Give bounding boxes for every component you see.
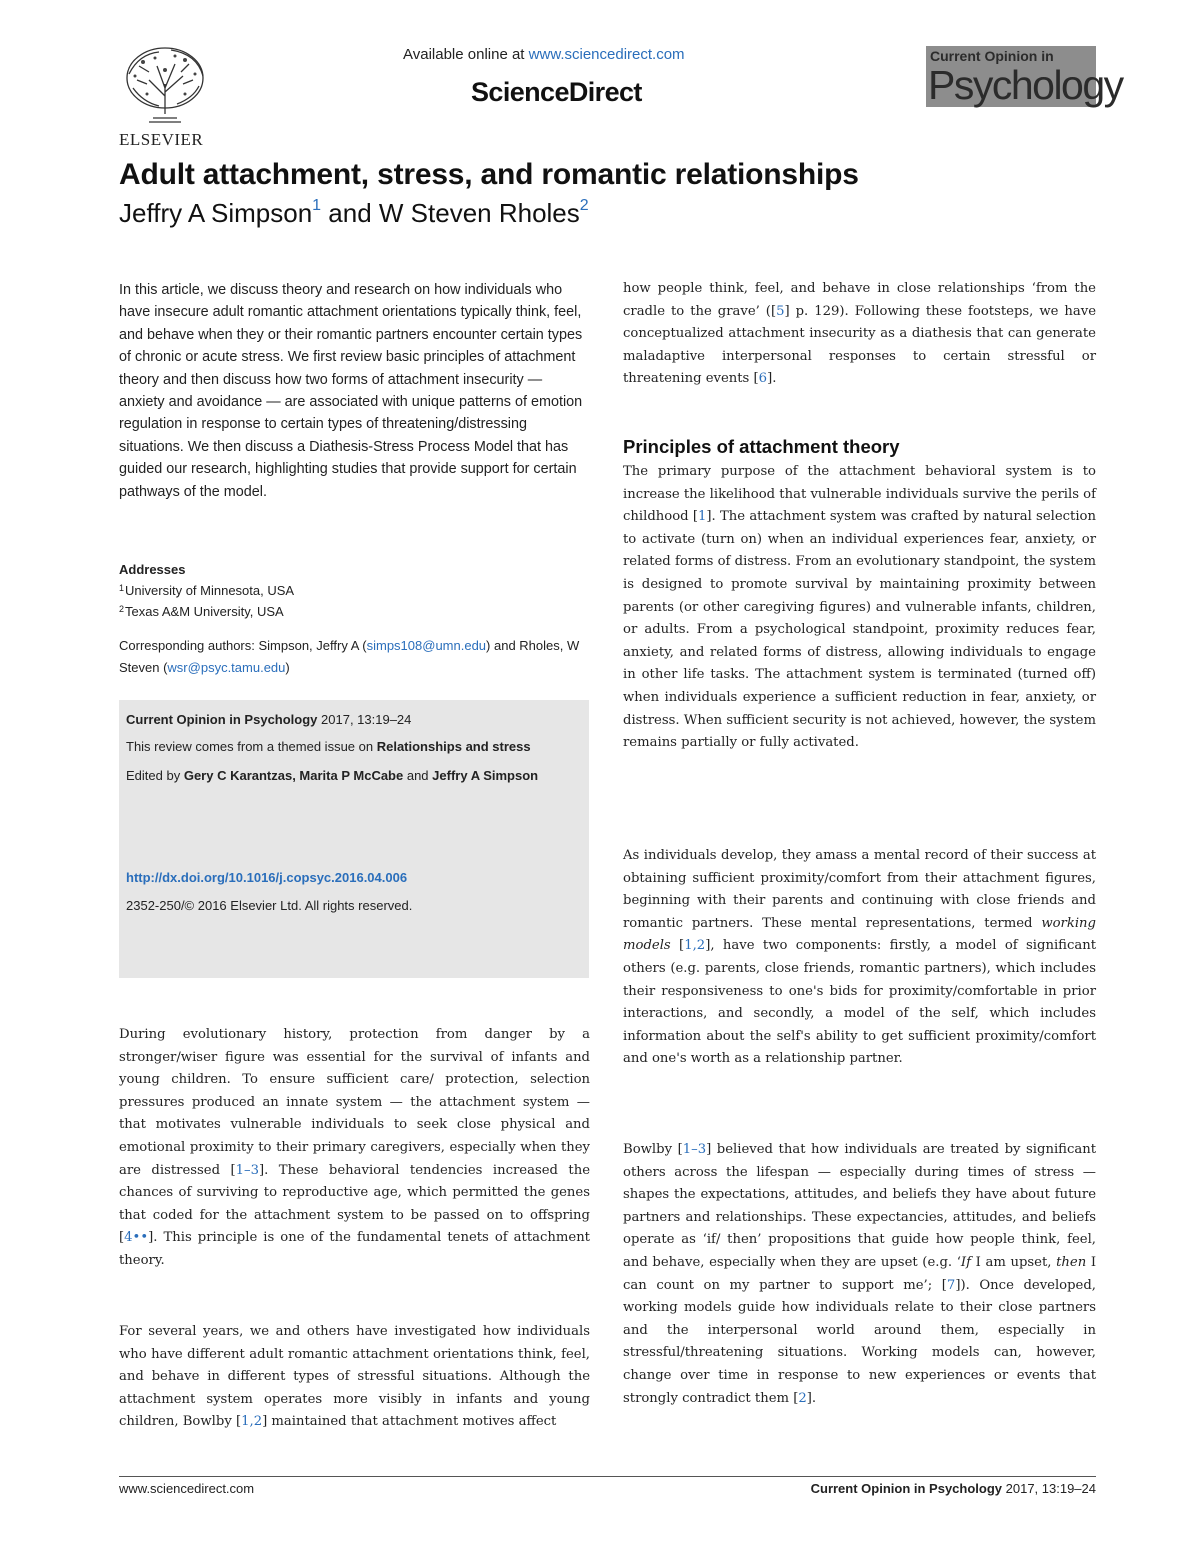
info-theme xyxy=(126,739,531,754)
sciencedirect-link[interactable]: www.sciencedirect.com xyxy=(528,46,685,63)
text-run: I am upset, xyxy=(971,1254,1057,1270)
footer-citation xyxy=(811,1481,1096,1496)
text-run: ] maintained that attachment motives affect xyxy=(262,1414,557,1430)
citation-link[interactable]: 4•• xyxy=(124,1230,149,1246)
info-theme-prefix: This review comes from a themed issue on xyxy=(126,739,377,754)
text-run: ]. xyxy=(767,371,777,387)
info-citation xyxy=(126,712,411,727)
email-link-2[interactable]: wsr@psyc.tamu.edu xyxy=(167,660,286,675)
text-run: As individuals develop, they amass a mental record of their success at obtaining sufficient proximity/comfort from their attachment figures, beginning with their parents and continuing with close friends and romantic partners. These mental representations, termed xyxy=(623,848,1096,931)
text-run: [ xyxy=(670,938,685,954)
author-2-affiliation[interactable]: 2 xyxy=(579,197,589,214)
doi-link[interactable]: http://dx.doi.org/10.1016/j.copsyc.2016.04.006 xyxy=(126,870,408,885)
text-run: ]. xyxy=(806,1390,817,1406)
address-sup: 2 xyxy=(119,604,125,614)
citation-link[interactable]: 2 xyxy=(798,1390,807,1406)
citation-link[interactable]: 1–3 xyxy=(682,1142,707,1157)
article-title: Adult attachment, stress, and romantic relationships xyxy=(119,158,859,191)
elsevier-logo xyxy=(119,44,211,148)
body-paragraph-principles xyxy=(623,461,1096,755)
text-run: The primary purpose of the attachment behavioral system is to increase the likelihood that vulnerable individuals survive the perils of childhood [ xyxy=(623,464,1096,525)
text-run: ]). Once developed, working models guide how individuals relate to their close partners and the interpersonal world around them, especially in stressful/threatening situations. Working models can, however, change over time in response to new experiences or events that strongly contradict them [ xyxy=(623,1277,1096,1406)
address-sup: 1 xyxy=(119,583,125,593)
info-editors xyxy=(126,766,576,786)
corresp-suffix: ) xyxy=(285,660,290,675)
corresponding-authors xyxy=(119,635,589,679)
info-journal: Current Opinion in Psychology xyxy=(126,712,318,727)
address-text: University of Minnesota, USA xyxy=(125,583,295,598)
abstract-text: In this article, we discuss theory and research on how individuals who have insecure adult romantic attachment orientations typically think, feel, and behave when they or their romantic partners encounter certain types of chronic or acute stress. We first review basic principles of attachment theory and then discuss how two forms of attachment insecurity — anxiety and avoidance — are associated with unique patterns of emotion regulation in response to certain types of threatening/distressing situations. We then discuss a Diathesis-Stress Process Model that has guided our research, highlighting studies that provide support for certain pathways of the model. xyxy=(119,282,583,500)
availability-line xyxy=(403,46,685,63)
author-1: Jeffry A Simpson xyxy=(119,198,313,228)
author-list xyxy=(119,197,589,229)
citation-link[interactable]: 1–3 xyxy=(235,1162,259,1178)
body-paragraph-research xyxy=(119,1321,590,1434)
text-run: ]. The attachment system was crafted by natural selection to activate (turn on) when an individual experiences fear, anxiety, or related forms of distress. From an evolutionary standpoint, the system is designed to promote survival by maintaining proximity between parents (or other caregiving figures) and vulnerable infants, children, or adults. From a psychological standpoint, proximity reduces fear, anxiety, and related forms of distress, allowing individuals to engage in other life tasks. The attachment system is terminated (turned off) when individuals experience a sufficient reduction in fear, anxiety, or distress. When sufficient security is not achieved, however, the system remains partially or fully activated. xyxy=(623,509,1096,751)
citation-link[interactable]: 5 xyxy=(776,303,785,319)
italic-term: working models xyxy=(623,915,1096,954)
citation-link[interactable]: 1,2 xyxy=(241,1414,263,1430)
italic-term: then xyxy=(1056,1254,1087,1270)
body-paragraph-working-models xyxy=(623,845,1096,1071)
italic-term: If xyxy=(960,1254,971,1270)
author-2: W Steven Rholes xyxy=(378,198,580,228)
text-run: ], have two components: firstly, a model of significant others (e.g. parents, close friends, romantic partners), which includes their responsiveness to one's bids for proximity/comfortable in prior interactions, and secondly, a model of the self, which includes information about the self's ability to get sufficient proximity/comfort and one's worth as a relationship partner. xyxy=(623,938,1096,1067)
corresp-middle: ) and Rholes, W Steven ( xyxy=(119,638,580,675)
info-citation-detail: 2017, 13:19–24 xyxy=(317,712,412,727)
body-paragraph-intro xyxy=(119,1024,590,1273)
email-link-1[interactable]: simps108@umn.edu xyxy=(366,638,487,653)
available-prefix: Available online at xyxy=(403,46,529,63)
journal-logo-main: Psychology xyxy=(928,62,1123,108)
text-run: During evolutionary history, protection from danger by a stronger/wiser figure was essential for the survival of infants and young children. To ensure sufficient care/ protection, selection pressures produced an innate system — the attachment system — that motivates vulnerable individuals to seek close physical and emotional proximity to their primary caregivers, especially when they are distressed [ xyxy=(119,1027,590,1178)
text-run: ] p. 129). Following these footsteps, we have conceptualized attachment insecurity as a diathesis that can generate maladaptive interpersonal responses to certain stressful or threatening events [ xyxy=(623,303,1096,387)
citation-link[interactable]: 1,2 xyxy=(684,938,706,954)
text-run: ] believed that how individuals are treated by significant others across the lifespan — especially during times of stress — shapes the expectations, attitudes, and beliefs they have about future partners and relationships. These expectancies, attitudes, and beliefs operate as ‘if/ then’ propositions that guide how people think, feel, and behave, especially when they are upset (e.g. ‘ xyxy=(623,1142,1096,1270)
journal-logo xyxy=(926,46,1123,108)
body-paragraph-bowlby xyxy=(623,1139,1096,1410)
info-editors-and: and xyxy=(403,768,433,783)
citation-link[interactable]: 6 xyxy=(758,371,768,387)
citation-link[interactable]: 1 xyxy=(697,509,707,525)
text-run: Bowlby [ xyxy=(623,1142,683,1157)
elsevier-tree-icon xyxy=(119,44,211,130)
text-run: I can count on my partner to support me’; [ xyxy=(623,1254,1097,1293)
footer-journal: Current Opinion in Psychology xyxy=(810,1481,1003,1496)
article-info-box xyxy=(119,700,589,978)
info-edited-prefix: Edited by xyxy=(126,768,184,783)
info-editors-2: Jeffry A Simpson xyxy=(432,768,539,783)
author-1-affiliation[interactable]: 1 xyxy=(312,197,322,214)
address-text: Texas A&M University, USA xyxy=(125,604,284,619)
addresses xyxy=(119,561,589,621)
footer-site-link[interactable]: www.sciencedirect.com xyxy=(119,1481,255,1496)
journal-logo-top: Current Opinion in xyxy=(930,48,1054,64)
author-joiner: and xyxy=(321,198,379,228)
section-heading: Principles of attachment theory xyxy=(623,436,900,457)
address-item xyxy=(119,600,589,621)
copyright-notice: 2352-250/© 2016 Elsevier Ltd. All rights reserved. xyxy=(126,898,413,913)
citation-link[interactable]: 7 xyxy=(946,1277,956,1293)
addresses-heading: Addresses xyxy=(119,562,186,577)
sciencedirect-brand: ScienceDirect xyxy=(471,77,642,107)
footer-divider xyxy=(119,1476,1096,1477)
body-paragraph-continued xyxy=(623,278,1096,391)
text-run: For several years, we and others have investigated how individuals who have different adult romantic attachment orientations think, feel, and behave in different types of stressful situations. Although the attachment system operates more visibly in infants and young children, Bowlby [ xyxy=(119,1324,590,1430)
address-item xyxy=(119,579,589,600)
text-run: how people think, feel, and behave in close relationships ‘from the cradle to the grave’ ([ xyxy=(623,281,1096,319)
abstract xyxy=(119,279,589,503)
publisher-logo-text: ELSEVIER xyxy=(119,130,204,149)
corresp-prefix: Corresponding authors: Simpson, Jeffry A ( xyxy=(119,638,367,653)
text-run: ]. This principle is one of the fundamental tenets of attachment theory. xyxy=(119,1230,590,1268)
footer-citation-detail: 2017, 13:19–24 xyxy=(1002,1481,1096,1496)
info-editors-1: Gery C Karantzas, Marita P McCabe xyxy=(183,768,404,783)
info-theme-name: Relationships and stress xyxy=(376,739,531,754)
text-run: ]. These behavioral tendencies increased the chances of surviving to reproductive age, which permitted the genes that coded for the attachment system to be passed on to offspring [ xyxy=(119,1162,590,1246)
